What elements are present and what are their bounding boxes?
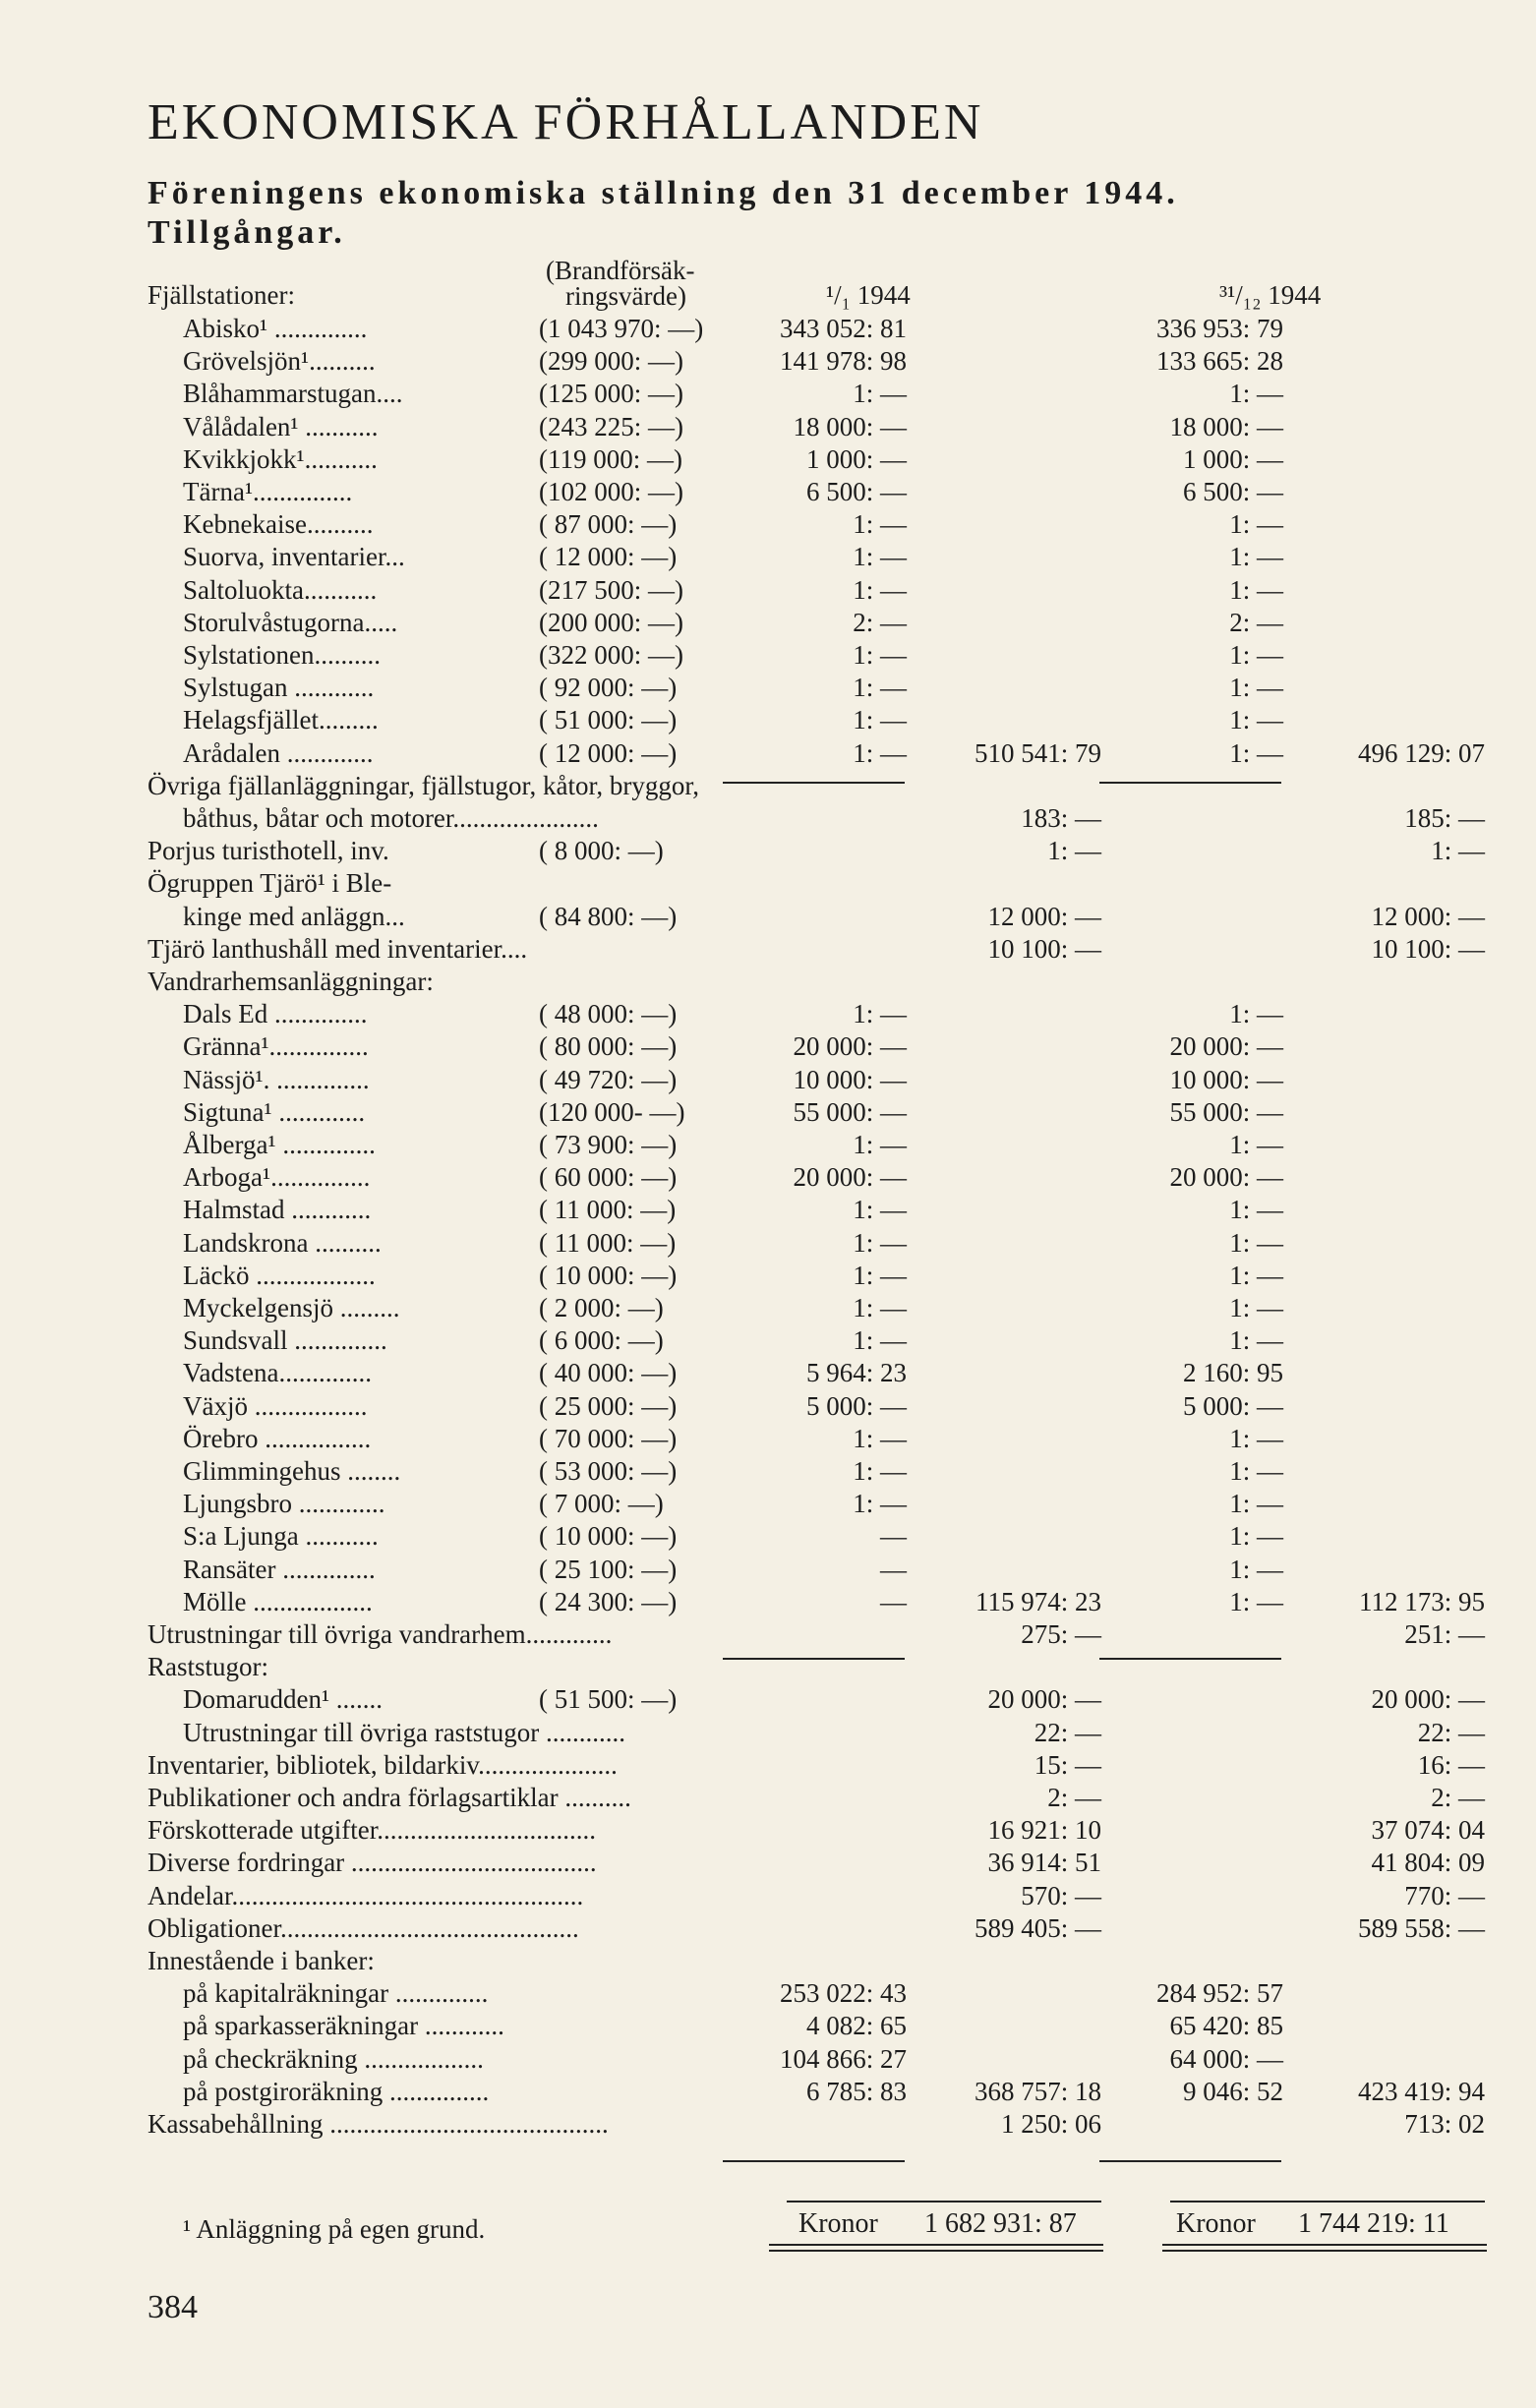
ledger-row <box>0 1357 1536 1389</box>
amount-start: — <box>880 1586 907 1616</box>
insurance-value: ( 53 000: —) <box>539 1456 678 1486</box>
insurance-value: ( 10 000: —) <box>539 1260 678 1290</box>
amount-start: 20 000: — <box>793 1031 907 1062</box>
ledger-row <box>0 1880 1536 1912</box>
subtotal-end: 10 100: — <box>1371 933 1485 964</box>
ledger-row <box>0 835 1536 867</box>
ledger-row <box>0 313 1536 345</box>
ledger-row <box>0 1912 1536 1945</box>
insurance-value: ( 7 000: —) <box>539 1489 664 1519</box>
amount-start: 1: — <box>853 1325 907 1356</box>
fjallstationer-label: Fjällstationer: <box>148 280 295 310</box>
insurance-value: ( 49 720: —) <box>539 1064 678 1094</box>
amount-end: 1: — <box>1229 999 1283 1029</box>
row-label: Växjö ................. <box>183 1390 368 1421</box>
amount-start: 55 000: — <box>793 1096 907 1127</box>
amount-end: 1: — <box>1229 1521 1283 1552</box>
ledger-row <box>0 737 1536 770</box>
row-label: Nässjö¹. .............. <box>183 1064 370 1094</box>
insurance-value: ( 8 000: —) <box>539 836 664 866</box>
row-label: Abisko¹ .............. <box>183 314 368 343</box>
amount-start: 1: — <box>853 999 907 1029</box>
ledger-row <box>0 574 1536 607</box>
amount-start: 18 000: — <box>793 411 907 441</box>
row-label: Arboga¹............... <box>183 1162 371 1193</box>
subtotal-underline <box>1099 1658 1281 1660</box>
amount-end: 10 000: — <box>1169 1064 1283 1094</box>
amount-start: 1 000: — <box>805 443 907 474</box>
subtotal-start: 510 541: 79 <box>974 737 1101 768</box>
amount-start: 20 000: — <box>793 1162 907 1193</box>
section-title: Tillgångar. <box>148 214 346 251</box>
insurance-value: ( 73 900: —) <box>539 1130 678 1159</box>
total-rule-top <box>787 2201 1101 2202</box>
ledger-row <box>0 1227 1536 1260</box>
insurance-value: (243 225: —) <box>539 411 683 441</box>
subtotal-underline <box>723 2160 905 2162</box>
insurance-value: (102 000: —) <box>539 477 683 506</box>
ledger-row <box>0 1554 1536 1586</box>
amount-end: 1: — <box>1229 1456 1283 1486</box>
ledger-row <box>0 1423 1536 1455</box>
amount-end: 284 952: 57 <box>1155 1978 1283 2009</box>
subtotal-start: 12 000: — <box>987 901 1101 931</box>
insurance-value: ( 24 300: —) <box>539 1586 678 1616</box>
subtotal-end: 12 000: — <box>1371 901 1485 931</box>
total-double-underline <box>769 2244 1103 2252</box>
ledger-row <box>0 607 1536 639</box>
amount-end: 1: — <box>1229 1260 1283 1290</box>
insurance-value: ( 10 000: —) <box>539 1521 678 1552</box>
subtotal-end: 41 804: 09 <box>1371 1848 1485 1878</box>
subtotal-underline <box>723 782 905 784</box>
amount-start: 1: — <box>853 1130 907 1159</box>
ledger-row <box>0 476 1536 508</box>
ledger-row <box>0 1618 1536 1651</box>
total-rule-top <box>1170 2201 1485 2202</box>
ledger-row <box>0 1260 1536 1292</box>
amount-end: 1: — <box>1229 737 1283 768</box>
amount-start: — <box>880 1521 907 1552</box>
amount-end: 20 000: — <box>1169 1031 1283 1062</box>
row-label: Inventarier, bibliotek, bildarkiv..................... <box>148 1749 618 1780</box>
insurance-value: ( 6 000: —) <box>539 1325 664 1356</box>
subtotal-start: 275: — <box>1021 1619 1101 1649</box>
ledger-row <box>0 1161 1536 1194</box>
row-label: Sylstationen.......... <box>183 640 381 670</box>
row-label: kinge med anläggn... <box>183 901 405 931</box>
row-label: på sparkasseräkningar ............ <box>183 2011 504 2041</box>
ledger-row <box>0 443 1536 476</box>
ledger-row <box>0 933 1536 966</box>
insurance-value: ( 25 100: —) <box>539 1554 678 1584</box>
subtotal-end: 22: — <box>1417 1717 1485 1747</box>
row-label: Publikationer och andra förlagsartiklar .......... <box>148 1783 631 1812</box>
amount-end: 336 953: 79 <box>1155 314 1283 343</box>
row-label: Kvikkjokk¹........... <box>183 443 378 474</box>
row-label: Utrustningar till övriga vandrarhem............. <box>148 1619 613 1649</box>
amount-start: 1: — <box>853 673 907 703</box>
row-label: Saltoluokta........... <box>183 574 378 605</box>
amount-start: 1: — <box>853 1423 907 1453</box>
amount-start: 1: — <box>853 542 907 572</box>
row-label: Örebro ................ <box>183 1423 372 1453</box>
subtotal-start: 1 250: 06 <box>1000 2109 1101 2139</box>
insurance-value: (200 000: —) <box>539 607 683 637</box>
ledger-row <box>0 2108 1536 2141</box>
amount-start: 2: — <box>853 607 907 637</box>
row-label: på kapitalräkningar .............. <box>183 1978 489 2009</box>
row-label: Halmstad ............ <box>183 1195 372 1225</box>
row-label: Ögruppen Tjärö¹ i Ble- <box>148 868 392 899</box>
row-label: Kebnekaise.......... <box>183 509 374 540</box>
ledger-row <box>0 541 1536 573</box>
row-label: Blåhammarstugan.... <box>183 379 403 409</box>
row-label: Storulvåstugorna..... <box>183 607 398 637</box>
subtotal-underline <box>1099 782 1281 784</box>
insurance-value: ( 12 000: —) <box>539 542 678 572</box>
ledger-row <box>0 1455 1536 1488</box>
subtotal-end: 251: — <box>1404 1619 1485 1649</box>
amount-start: 1: — <box>853 737 907 768</box>
amount-end: 64 000: — <box>1169 2043 1283 2074</box>
insurance-header-line2: ringsvärde) <box>565 281 686 311</box>
subtotal-start: 115 974: 23 <box>975 1586 1101 1616</box>
row-label: Vålådalen¹ ........... <box>183 411 379 441</box>
row-label: Obligationer............................................. <box>148 1912 579 1943</box>
amount-start: 1: — <box>853 1293 907 1322</box>
insurance-value: (1 043 970: —) <box>539 314 704 343</box>
amount-end: 1: — <box>1229 1489 1283 1519</box>
subtotal-start: 2: — <box>1047 1783 1101 1812</box>
amount-end: 6 500: — <box>1182 477 1283 506</box>
row-label: Andelar..................................................... <box>148 1880 584 1910</box>
amount-start: 6 785: 83 <box>805 2076 907 2106</box>
row-label: Myckelgensjö ......... <box>183 1293 400 1322</box>
row-label: Dals Ed .............. <box>183 999 368 1029</box>
insurance-value: ( 25 000: —) <box>539 1390 678 1421</box>
ledger-row <box>0 411 1536 443</box>
row-label: Sundsvall .............. <box>183 1325 387 1356</box>
amount-start: 1: — <box>853 1260 907 1290</box>
row-label: Domarudden¹ ....... <box>183 1684 384 1715</box>
row-label: Förskotterade utgifter................................. <box>148 1815 596 1846</box>
row-label: båthus, båtar och motorer...................... <box>183 803 599 833</box>
insurance-value: ( 70 000: —) <box>539 1423 678 1453</box>
amount-start: 1: — <box>853 1489 907 1519</box>
amount-end: 18 000: — <box>1169 411 1283 441</box>
ledger-row <box>0 1292 1536 1324</box>
subtotal-start: 15: — <box>1034 1749 1101 1780</box>
insurance-value: (217 500: —) <box>539 574 683 605</box>
amount-start: — <box>880 1554 907 1584</box>
row-label: Sylstugan ............ <box>183 673 375 703</box>
amount-end: 1: — <box>1229 509 1283 540</box>
amount-end: 1: — <box>1229 1586 1283 1616</box>
ledger-row <box>0 966 1536 998</box>
ledger-row <box>0 1717 1536 1749</box>
amount-start: 1: — <box>853 640 907 670</box>
amount-start: 1: — <box>853 379 907 409</box>
ledger-row <box>0 672 1536 704</box>
row-label: Kassabehållning .......................................... <box>148 2109 609 2139</box>
amount-end: 1 000: — <box>1182 443 1283 474</box>
row-label: Arådalen ............. <box>183 737 374 768</box>
ledger-row <box>0 1064 1536 1096</box>
subtotal-start: 16 921: 10 <box>987 1815 1101 1846</box>
subtotal-start: 589 405: — <box>974 1912 1101 1943</box>
subtotal-start: 10 100: — <box>987 933 1101 964</box>
subtotal-start: 20 000: — <box>987 1684 1101 1715</box>
amount-end: 1: — <box>1229 574 1283 605</box>
ledger-row <box>0 1749 1536 1782</box>
amount-end: 9 046: 52 <box>1182 2076 1283 2106</box>
statement-subtitle: Föreningens ekonomiska ställning den 31 december 1944. <box>148 175 1179 211</box>
total-1944-start-value: 1 682 931: 87 <box>924 2208 1077 2239</box>
amount-end: 1: — <box>1229 1293 1283 1322</box>
ledger-row <box>0 1977 1536 2010</box>
total-1944-start-label: Kronor <box>798 2208 878 2239</box>
row-label: Utrustningar till övriga raststugor ............ <box>183 1717 625 1747</box>
amount-end: 55 000: — <box>1169 1096 1283 1127</box>
insurance-value: ( 51 500: —) <box>539 1684 678 1715</box>
subtotal-underline <box>723 1658 905 1660</box>
ledger-row <box>0 378 1536 410</box>
insurance-value: ( 84 800: —) <box>539 901 678 931</box>
insurance-value: (120 000- —) <box>539 1096 685 1127</box>
ledger-row <box>0 1488 1536 1520</box>
amount-end: 1: — <box>1229 1227 1283 1258</box>
row-label: Diverse fordringar ..................................... <box>148 1848 597 1878</box>
footnote: ¹ Anläggning på egen grund. <box>183 2214 486 2244</box>
ledger-row <box>0 998 1536 1030</box>
amount-end: 1: — <box>1229 379 1283 409</box>
insurance-value: ( 48 000: —) <box>539 999 678 1029</box>
subtotal-end: 496 129: 07 <box>1357 737 1485 768</box>
ledger-row <box>0 1324 1536 1357</box>
ledger-row <box>0 639 1536 672</box>
row-label: Landskrona .......... <box>183 1227 382 1258</box>
amount-start: 1: — <box>853 509 907 540</box>
ledger-row <box>0 2043 1536 2076</box>
ledger-row <box>0 1129 1536 1161</box>
ledger-row <box>0 1814 1536 1847</box>
insurance-value: (322 000: —) <box>539 640 683 670</box>
ledger-row <box>0 2076 1536 2108</box>
insurance-value: ( 40 000: —) <box>539 1358 678 1388</box>
amount-end: 1: — <box>1229 1423 1283 1453</box>
amount-end: 1: — <box>1229 542 1283 572</box>
insurance-value: ( 60 000: —) <box>539 1162 678 1193</box>
insurance-value: (125 000: —) <box>539 379 683 409</box>
ledger-row <box>0 770 1536 802</box>
total-1944-end-value: 1 744 219: 11 <box>1298 2208 1449 2239</box>
subtotal-end: 589 558: — <box>1357 1912 1485 1943</box>
ledger-row <box>0 508 1536 541</box>
row-label: Vadstena.............. <box>183 1358 372 1388</box>
row-label: Mölle .................. <box>183 1586 373 1616</box>
insurance-value: ( 12 000: —) <box>539 737 678 768</box>
amount-end: 2: — <box>1229 607 1283 637</box>
amount-end: 5 000: — <box>1182 1390 1283 1421</box>
subtotal-start: 368 757: 18 <box>974 2076 1101 2106</box>
subtotal-end: 1: — <box>1431 836 1485 866</box>
amount-start: 1: — <box>853 1227 907 1258</box>
ledger-row <box>0 1782 1536 1814</box>
insurance-header-line1: (Brandförsäk- <box>546 256 695 285</box>
amount-end: 1: — <box>1229 1195 1283 1225</box>
row-label: Ljungsbro ............. <box>183 1489 385 1519</box>
ledger-row <box>0 1030 1536 1063</box>
ledger-row <box>0 1586 1536 1618</box>
row-label: på checkräkning .................. <box>183 2043 484 2074</box>
ledger-row <box>0 1520 1536 1553</box>
subtotal-start: 570: — <box>1021 1880 1101 1910</box>
subtotal-underline <box>1099 2160 1281 2162</box>
subtotal-end: 770: — <box>1404 1880 1485 1910</box>
amount-start: 253 022: 43 <box>779 1978 907 2009</box>
amount-start: 5 964: 23 <box>805 1358 907 1388</box>
row-label: Gränna¹............... <box>183 1031 369 1062</box>
subtotal-end: 112 173: 95 <box>1359 1586 1485 1616</box>
amount-start: 141 978: 98 <box>779 346 907 377</box>
row-label: Övriga fjällanläggningar, fjällstugor, kåtor, bryggor, <box>148 770 700 800</box>
insurance-value: ( 92 000: —) <box>539 673 678 703</box>
amount-end: 2 160: 95 <box>1182 1358 1283 1388</box>
subtotal-end: 713: 02 <box>1404 2109 1485 2139</box>
page-heading: EKONOMISKA FÖRHÅLLANDEN <box>148 94 984 150</box>
insurance-value: (299 000: —) <box>539 346 683 377</box>
row-label: Grövelsjön¹.......... <box>183 346 376 377</box>
amount-end: 1: — <box>1229 640 1283 670</box>
amount-start: 10 000: — <box>793 1064 907 1094</box>
subtotal-end: 185: — <box>1404 803 1485 833</box>
insurance-value: ( 11 000: —) <box>539 1227 677 1258</box>
ledger-row <box>0 1096 1536 1129</box>
amount-start: 1: — <box>853 1195 907 1225</box>
amount-end: 65 420: 85 <box>1169 2011 1283 2041</box>
ledger-row <box>0 802 1536 835</box>
total-1944-end-label: Kronor <box>1176 2208 1256 2239</box>
amount-end: 133 665: 28 <box>1155 346 1283 377</box>
row-label: Tjärö lanthushåll med inventarier.... <box>148 933 528 964</box>
amount-start: 343 052: 81 <box>779 314 907 343</box>
row-label: på postgiroräkning ............... <box>183 2076 490 2106</box>
amount-start: 5 000: — <box>805 1390 907 1421</box>
row-label: Raststugor: <box>148 1652 269 1682</box>
amount-start: 104 866: 27 <box>779 2043 907 2074</box>
ledger-row <box>0 1847 1536 1879</box>
row-label: Ransäter .............. <box>183 1554 376 1584</box>
row-label: Suorva, inventarier... <box>183 542 405 572</box>
row-label: Tärna¹............... <box>183 477 353 506</box>
amount-end: 1: — <box>1229 705 1283 735</box>
amount-end: 20 000: — <box>1169 1162 1283 1193</box>
ledger-row <box>0 1683 1536 1716</box>
insurance-value: ( 80 000: —) <box>539 1031 678 1062</box>
date-header-start: ¹/₁ 1944 <box>826 280 911 310</box>
insurance-value: ( 11 000: —) <box>539 1195 677 1225</box>
row-label: Innestående i banker: <box>148 1946 375 1975</box>
subtotal-start: 36 914: 51 <box>987 1848 1101 1878</box>
subtotal-start: 183: — <box>1021 803 1101 833</box>
subtotal-end: 2: — <box>1431 1783 1485 1812</box>
insurance-value: ( 51 000: —) <box>539 705 678 735</box>
row-label: Vandrarhemsanläggningar: <box>148 967 434 996</box>
amount-end: 1: — <box>1229 673 1283 703</box>
amount-end: 1: — <box>1229 1130 1283 1159</box>
page-number: 384 <box>148 2289 198 2325</box>
amount-start: 1: — <box>853 705 907 735</box>
subtotal-end: 16: — <box>1417 1749 1485 1780</box>
row-label: Läckö .................. <box>183 1260 376 1290</box>
ledger-row <box>0 1390 1536 1423</box>
amount-end: 1: — <box>1229 1554 1283 1584</box>
subtotal-end: 20 000: — <box>1371 1684 1485 1715</box>
amount-start: 6 500: — <box>805 477 907 506</box>
insurance-value: ( 87 000: —) <box>539 509 678 540</box>
amount-start: 1: — <box>853 574 907 605</box>
ledger-row <box>0 345 1536 378</box>
insurance-value: ( 2 000: —) <box>539 1293 664 1322</box>
ledger-row <box>0 1945 1536 1977</box>
ledger-row <box>0 2010 1536 2042</box>
amount-end: 1: — <box>1229 1325 1283 1356</box>
row-label: Ålberga¹ .............. <box>183 1130 376 1159</box>
date-header-end: ³¹/₁₂ 1944 <box>1219 280 1322 310</box>
ledger-row <box>0 1651 1536 1683</box>
amount-start: 1: — <box>853 1456 907 1486</box>
insurance-value: (119 000: —) <box>539 443 682 474</box>
row-label: Helagsfjället......... <box>183 705 379 735</box>
row-label: S:a Ljunga ........... <box>183 1521 379 1552</box>
subtotal-end: 37 074: 04 <box>1371 1815 1485 1846</box>
total-double-underline <box>1162 2244 1487 2252</box>
ledger-row <box>0 867 1536 900</box>
subtotal-end: 423 419: 94 <box>1357 2076 1485 2106</box>
row-label: Porjus turisthotell, inv. <box>148 836 389 866</box>
subtotal-start: 22: — <box>1034 1717 1101 1747</box>
row-label: Glimmingehus ........ <box>183 1456 401 1486</box>
amount-start: 4 082: 65 <box>805 2011 907 2041</box>
ledger-row <box>0 901 1536 933</box>
row-label: Sigtuna¹ ............. <box>183 1096 366 1127</box>
ledger-row <box>0 704 1536 736</box>
ledger-row <box>0 1194 1536 1226</box>
subtotal-start: 1: — <box>1047 836 1101 866</box>
